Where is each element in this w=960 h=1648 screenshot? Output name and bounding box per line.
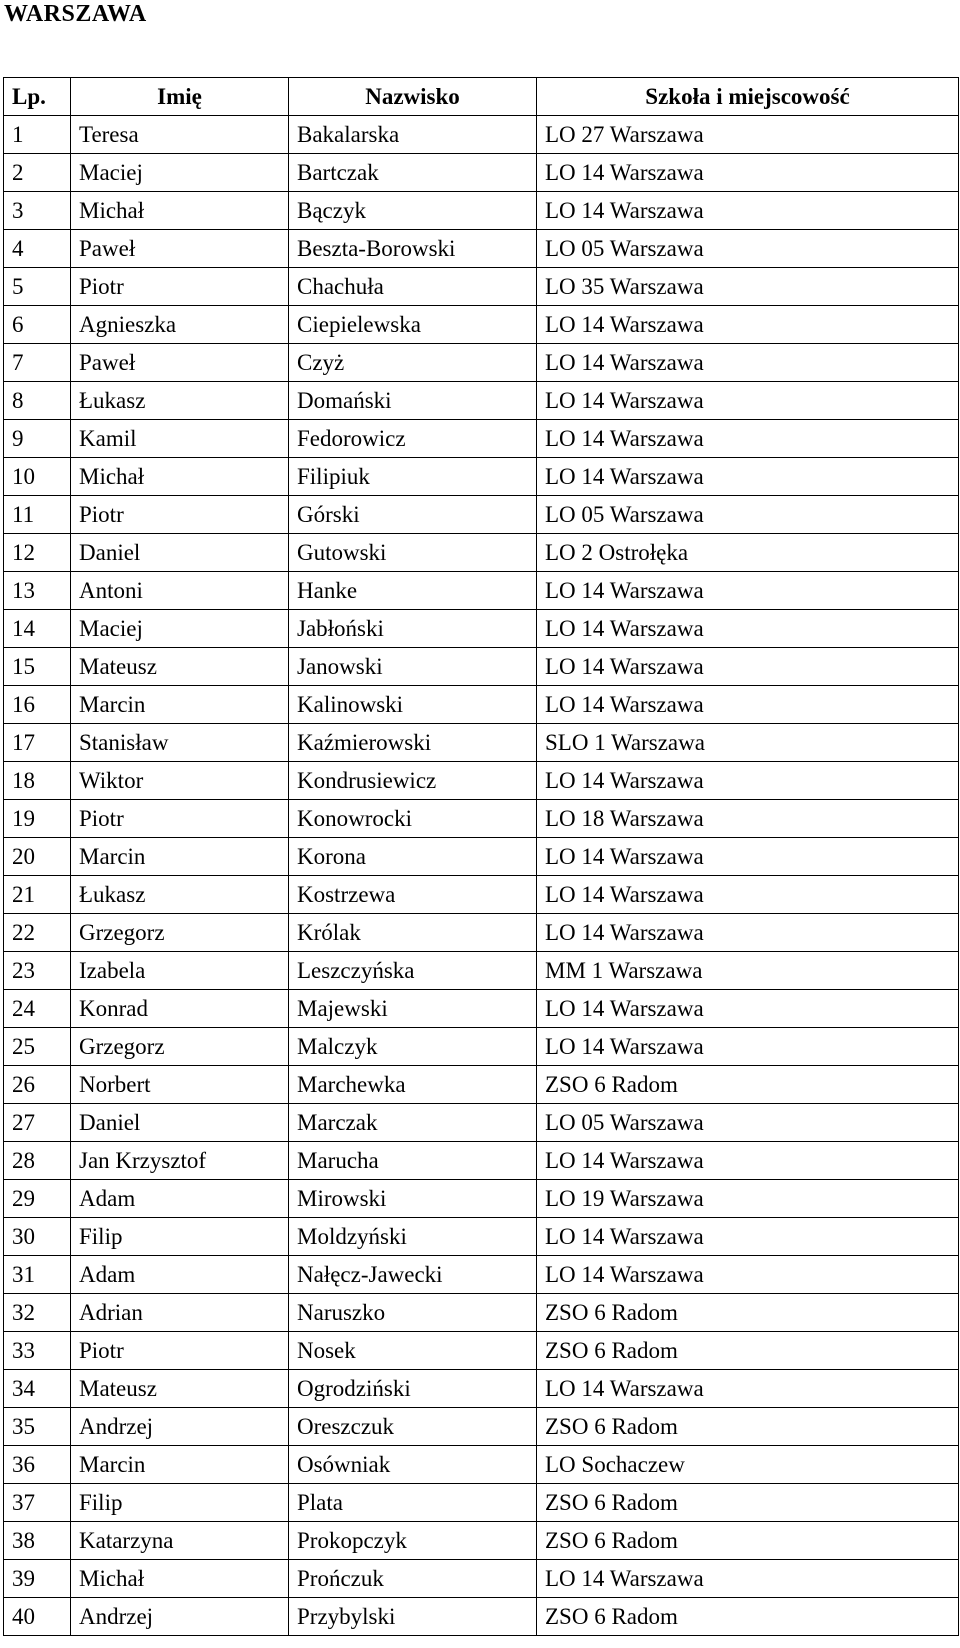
cell-school: LO Sochaczew: [537, 1446, 959, 1484]
cell-first-name: Andrzej: [71, 1408, 289, 1446]
cell-school: ZSO 6 Radom: [537, 1066, 959, 1104]
cell-last-name: Fedorowicz: [289, 420, 537, 458]
cell-first-name: Łukasz: [71, 382, 289, 420]
cell-lp: 26: [4, 1066, 71, 1104]
participants-table: [3, 77, 959, 1636]
table-row: [4, 990, 959, 1028]
cell-lp: 34: [4, 1370, 71, 1408]
cell-school: LO 14 Warszawa: [537, 1218, 959, 1256]
cell-lp: 13: [4, 572, 71, 610]
cell-school: SLO 1 Warszawa: [537, 724, 959, 762]
table-row: [4, 610, 959, 648]
cell-last-name: Marchewka: [289, 1066, 537, 1104]
table-row: [4, 1066, 959, 1104]
cell-first-name: Maciej: [71, 610, 289, 648]
table-row: [4, 534, 959, 572]
cell-first-name: Mateusz: [71, 1370, 289, 1408]
table-row: [4, 192, 959, 230]
cell-last-name: Czyż: [289, 344, 537, 382]
cell-lp: 15: [4, 648, 71, 686]
cell-lp: 9: [4, 420, 71, 458]
cell-first-name: Michał: [71, 192, 289, 230]
cell-school: LO 05 Warszawa: [537, 1104, 959, 1142]
cell-lp: 22: [4, 914, 71, 952]
cell-school: ZSO 6 Radom: [537, 1522, 959, 1560]
cell-first-name: Maciej: [71, 154, 289, 192]
table-row: [4, 1370, 959, 1408]
cell-school: MM 1 Warszawa: [537, 952, 959, 990]
document-title: WARSZAWA: [4, 1, 147, 27]
cell-school: LO 14 Warszawa: [537, 1560, 959, 1598]
cell-school: LO 14 Warszawa: [537, 154, 959, 192]
cell-lp: 32: [4, 1294, 71, 1332]
table-row: [4, 686, 959, 724]
table-row: [4, 1484, 959, 1522]
table-row: [4, 230, 959, 268]
table-row: [4, 952, 959, 990]
cell-last-name: Malczyk: [289, 1028, 537, 1066]
table-row: [4, 572, 959, 610]
table-row: [4, 724, 959, 762]
cell-last-name: Prokopczyk: [289, 1522, 537, 1560]
cell-lp: 28: [4, 1142, 71, 1180]
cell-lp: 36: [4, 1446, 71, 1484]
cell-first-name: Andrzej: [71, 1598, 289, 1636]
cell-lp: 21: [4, 876, 71, 914]
cell-lp: 11: [4, 496, 71, 534]
cell-school: LO 14 Warszawa: [537, 610, 959, 648]
cell-first-name: Stanisław: [71, 724, 289, 762]
cell-last-name: Osówniak: [289, 1446, 537, 1484]
cell-first-name: Katarzyna: [71, 1522, 289, 1560]
cell-lp: 7: [4, 344, 71, 382]
table-row: [4, 1028, 959, 1066]
cell-school: LO 14 Warszawa: [537, 648, 959, 686]
cell-school: LO 14 Warszawa: [537, 192, 959, 230]
table-row: [4, 116, 959, 154]
table-row: [4, 496, 959, 534]
cell-last-name: Moldzyński: [289, 1218, 537, 1256]
cell-last-name: Kondrusiewicz: [289, 762, 537, 800]
table-row: [4, 1256, 959, 1294]
cell-last-name: Janowski: [289, 648, 537, 686]
cell-lp: 35: [4, 1408, 71, 1446]
cell-first-name: Piotr: [71, 268, 289, 306]
cell-first-name: Norbert: [71, 1066, 289, 1104]
cell-last-name: Bakalarska: [289, 116, 537, 154]
cell-school: LO 14 Warszawa: [537, 344, 959, 382]
table-row: [4, 1332, 959, 1370]
cell-last-name: Leszczyńska: [289, 952, 537, 990]
table-row: [4, 382, 959, 420]
cell-school: LO 14 Warszawa: [537, 1028, 959, 1066]
table-row: [4, 1180, 959, 1218]
cell-school: LO 14 Warszawa: [537, 420, 959, 458]
table-row: [4, 1142, 959, 1180]
cell-lp: 2: [4, 154, 71, 192]
cell-last-name: Bartczak: [289, 154, 537, 192]
cell-first-name: Paweł: [71, 344, 289, 382]
cell-lp: 10: [4, 458, 71, 496]
cell-last-name: Naruszko: [289, 1294, 537, 1332]
cell-last-name: Kalinowski: [289, 686, 537, 724]
table-row: [4, 268, 959, 306]
table-row: [4, 1218, 959, 1256]
header-school: Szkoła i miejscowość: [537, 78, 959, 116]
table-row: [4, 648, 959, 686]
cell-lp: 8: [4, 382, 71, 420]
cell-school: LO 05 Warszawa: [537, 496, 959, 534]
cell-first-name: Wiktor: [71, 762, 289, 800]
cell-lp: 37: [4, 1484, 71, 1522]
cell-last-name: Kostrzewa: [289, 876, 537, 914]
cell-lp: 20: [4, 838, 71, 876]
cell-lp: 25: [4, 1028, 71, 1066]
cell-last-name: Beszta-Borowski: [289, 230, 537, 268]
cell-last-name: Plata: [289, 1484, 537, 1522]
cell-last-name: Gutowski: [289, 534, 537, 572]
cell-lp: 27: [4, 1104, 71, 1142]
cell-first-name: Agnieszka: [71, 306, 289, 344]
cell-first-name: Kamil: [71, 420, 289, 458]
cell-first-name: Jan Krzysztof: [71, 1142, 289, 1180]
header-last-name: Nazwisko: [289, 78, 537, 116]
cell-first-name: Piotr: [71, 496, 289, 534]
cell-last-name: Marucha: [289, 1142, 537, 1180]
cell-school: LO 2 Ostrołęka: [537, 534, 959, 572]
cell-lp: 5: [4, 268, 71, 306]
cell-lp: 30: [4, 1218, 71, 1256]
cell-school: LO 14 Warszawa: [537, 838, 959, 876]
cell-school: ZSO 6 Radom: [537, 1598, 959, 1636]
cell-last-name: Mirowski: [289, 1180, 537, 1218]
cell-first-name: Antoni: [71, 572, 289, 610]
cell-school: ZSO 6 Radom: [537, 1484, 959, 1522]
cell-last-name: Królak: [289, 914, 537, 952]
cell-lp: 1: [4, 116, 71, 154]
cell-school: ZSO 6 Radom: [537, 1332, 959, 1370]
table-row: [4, 306, 959, 344]
cell-lp: 19: [4, 800, 71, 838]
cell-lp: 31: [4, 1256, 71, 1294]
cell-school: LO 14 Warszawa: [537, 876, 959, 914]
cell-school: ZSO 6 Radom: [537, 1294, 959, 1332]
cell-lp: 3: [4, 192, 71, 230]
table-row: [4, 420, 959, 458]
cell-last-name: Jabłoński: [289, 610, 537, 648]
table-row: [4, 800, 959, 838]
table-row: [4, 1446, 959, 1484]
cell-last-name: Chachuła: [289, 268, 537, 306]
cell-school: LO 35 Warszawa: [537, 268, 959, 306]
cell-first-name: Teresa: [71, 116, 289, 154]
cell-school: LO 14 Warszawa: [537, 572, 959, 610]
table-row: [4, 1104, 959, 1142]
cell-lp: 29: [4, 1180, 71, 1218]
cell-school: LO 14 Warszawa: [537, 914, 959, 952]
cell-first-name: Daniel: [71, 1104, 289, 1142]
table-row: [4, 154, 959, 192]
header-first-name: Imię: [71, 78, 289, 116]
cell-first-name: Piotr: [71, 1332, 289, 1370]
cell-school: LO 14 Warszawa: [537, 990, 959, 1028]
header-lp: Lp.: [4, 78, 71, 116]
cell-last-name: Oreszczuk: [289, 1408, 537, 1446]
cell-first-name: Piotr: [71, 800, 289, 838]
cell-first-name: Filip: [71, 1484, 289, 1522]
cell-lp: 4: [4, 230, 71, 268]
cell-first-name: Paweł: [71, 230, 289, 268]
table-row: [4, 344, 959, 382]
cell-school: LO 14 Warszawa: [537, 458, 959, 496]
cell-school: LO 14 Warszawa: [537, 1142, 959, 1180]
cell-last-name: Ciepielewska: [289, 306, 537, 344]
cell-first-name: Michał: [71, 458, 289, 496]
cell-last-name: Ogrodziński: [289, 1370, 537, 1408]
table-row: [4, 838, 959, 876]
table-row: [4, 914, 959, 952]
cell-lp: 40: [4, 1598, 71, 1636]
cell-lp: 18: [4, 762, 71, 800]
cell-school: LO 14 Warszawa: [537, 382, 959, 420]
cell-school: LO 14 Warszawa: [537, 306, 959, 344]
cell-lp: 33: [4, 1332, 71, 1370]
cell-last-name: Przybylski: [289, 1598, 537, 1636]
cell-lp: 39: [4, 1560, 71, 1598]
cell-school: LO 14 Warszawa: [537, 1256, 959, 1294]
cell-last-name: Górski: [289, 496, 537, 534]
cell-first-name: Daniel: [71, 534, 289, 572]
cell-lp: 14: [4, 610, 71, 648]
cell-school: ZSO 6 Radom: [537, 1408, 959, 1446]
cell-last-name: Prończuk: [289, 1560, 537, 1598]
table-row: [4, 1294, 959, 1332]
cell-first-name: Izabela: [71, 952, 289, 990]
table-row: [4, 1560, 959, 1598]
cell-last-name: Korona: [289, 838, 537, 876]
cell-last-name: Konowrocki: [289, 800, 537, 838]
cell-first-name: Marcin: [71, 838, 289, 876]
cell-lp: 24: [4, 990, 71, 1028]
cell-lp: 6: [4, 306, 71, 344]
cell-first-name: Adam: [71, 1256, 289, 1294]
table-row: [4, 876, 959, 914]
cell-first-name: Mateusz: [71, 648, 289, 686]
cell-school: LO 27 Warszawa: [537, 116, 959, 154]
table-row: [4, 762, 959, 800]
cell-first-name: Grzegorz: [71, 1028, 289, 1066]
cell-first-name: Konrad: [71, 990, 289, 1028]
cell-lp: 38: [4, 1522, 71, 1560]
cell-first-name: Marcin: [71, 1446, 289, 1484]
cell-school: LO 19 Warszawa: [537, 1180, 959, 1218]
cell-last-name: Filipiuk: [289, 458, 537, 496]
cell-school: LO 05 Warszawa: [537, 230, 959, 268]
table-header-row: [4, 78, 959, 116]
cell-last-name: Majewski: [289, 990, 537, 1028]
cell-first-name: Adam: [71, 1180, 289, 1218]
cell-lp: 17: [4, 724, 71, 762]
table-row: [4, 458, 959, 496]
cell-first-name: Michał: [71, 1560, 289, 1598]
cell-school: LO 14 Warszawa: [537, 762, 959, 800]
cell-last-name: Marczak: [289, 1104, 537, 1142]
cell-lp: 12: [4, 534, 71, 572]
cell-last-name: Bączyk: [289, 192, 537, 230]
cell-first-name: Grzegorz: [71, 914, 289, 952]
cell-last-name: Nosek: [289, 1332, 537, 1370]
table-body: [4, 116, 959, 1636]
cell-last-name: Domański: [289, 382, 537, 420]
cell-last-name: Hanke: [289, 572, 537, 610]
cell-school: LO 18 Warszawa: [537, 800, 959, 838]
cell-lp: 16: [4, 686, 71, 724]
cell-first-name: Marcin: [71, 686, 289, 724]
cell-school: LO 14 Warszawa: [537, 686, 959, 724]
cell-first-name: Filip: [71, 1218, 289, 1256]
cell-last-name: Nałęcz-Jawecki: [289, 1256, 537, 1294]
table-row: [4, 1522, 959, 1560]
cell-school: LO 14 Warszawa: [537, 1370, 959, 1408]
cell-last-name: Kaźmierowski: [289, 724, 537, 762]
cell-first-name: Łukasz: [71, 876, 289, 914]
table-row: [4, 1408, 959, 1446]
cell-first-name: Adrian: [71, 1294, 289, 1332]
cell-lp: 23: [4, 952, 71, 990]
table-row: [4, 1598, 959, 1636]
